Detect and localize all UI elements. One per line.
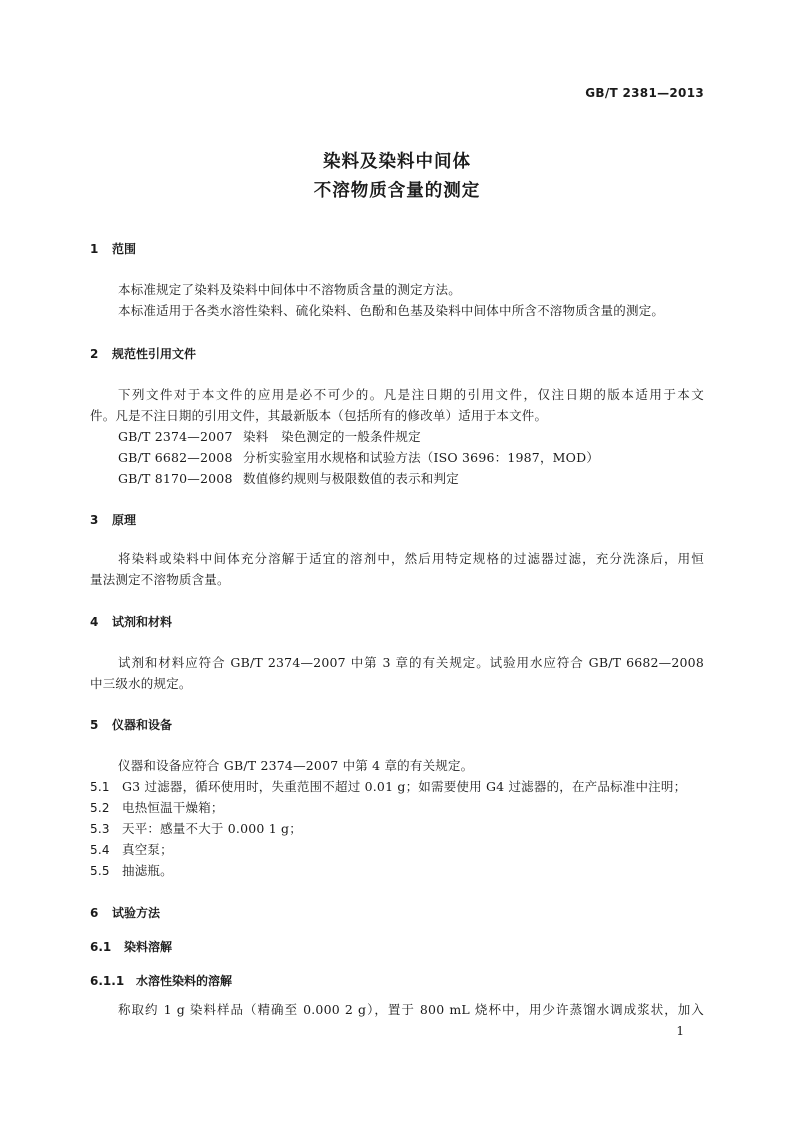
paragraph-line: 量法测定不溶物质含量。 <box>90 572 230 587</box>
reference-code: GB/T 8170—2008 <box>118 471 233 486</box>
section-title: 仪器和设备 <box>112 718 173 732</box>
section-3-heading <box>90 511 136 528</box>
section-number: 6 <box>90 906 99 920</box>
list-item <box>90 798 224 816</box>
standard-number: GB/T 2381—2013 <box>585 86 704 100</box>
section-2-heading <box>90 345 196 362</box>
list-item <box>90 819 302 837</box>
list-item <box>90 840 173 858</box>
list-item <box>90 861 173 879</box>
section-number: 4 <box>90 615 99 629</box>
document-title-line1: 染料及染料中间体 <box>323 152 471 172</box>
section-number: 5 <box>90 718 99 732</box>
item-number: 5.1 <box>90 780 110 794</box>
section-title: 原理 <box>112 513 137 527</box>
paragraph-line: 将染料或染料中间体充分溶解于适宜的溶剂中，然后用特定规格的过滤器过滤，充分洗涤后，用恒 <box>118 551 704 566</box>
item-text: 真空泵； <box>122 842 173 857</box>
paragraph-line: 件。凡是不注日期的引用文件，其最新版本（包括所有的修改单）适用于本文件。 <box>90 408 548 423</box>
item-text: 抽滤瓶。 <box>122 863 173 878</box>
document-title-line2: 不溶物质含量的测定 <box>313 181 481 201</box>
paragraph-line: 称取约 1 g 染料样品（精确至 0.000 2 g），置于 800 mL 烧杯中，用少许蒸馏水调成浆状，加入 <box>118 1002 704 1017</box>
paragraph: 仪器和设备应符合 GB/T 2374—2007 中第 4 章的有关规定。 <box>118 758 474 773</box>
reference-title: 染料 染色测定的一般条件规定 <box>243 429 421 444</box>
subsection-title: 染料溶解 <box>124 940 173 954</box>
section-number: 3 <box>90 513 99 527</box>
section-5-heading <box>90 716 172 733</box>
paragraph-line: 试剂和材料应符合 GB/T 2374—2007 中第 3 章的有关规定。试验用水应符合 GB/T 6682—2008 <box>118 655 704 670</box>
section-title: 规范性引用文件 <box>112 347 197 361</box>
section-4-heading <box>90 613 172 630</box>
subsubsection-number: 6.1.1 <box>90 974 125 988</box>
paragraph: 本标准适用于各类水溶性染料、硫化染料、色酚和色基及染料中间体中所含不溶物质含量的测定。 <box>118 303 665 318</box>
subsection-heading <box>90 938 172 955</box>
section-title: 试剂和材料 <box>112 615 173 629</box>
section-number: 1 <box>90 242 99 256</box>
item-number: 5.4 <box>90 843 110 857</box>
subsection-number: 6.1 <box>90 940 112 954</box>
item-number: 5.5 <box>90 864 110 878</box>
reference-item <box>118 427 421 445</box>
subsubsection-title: 水溶性染料的溶解 <box>136 974 233 988</box>
section-1-heading <box>90 240 136 257</box>
item-text: 电热恒温干燥箱； <box>122 800 224 815</box>
section-title: 试验方法 <box>112 906 161 920</box>
reference-code: GB/T 2374—2007 <box>118 429 233 444</box>
list-item <box>90 777 686 795</box>
paragraph-line: 下列文件对于本文件的应用是必不可少的。凡是注日期的引用文件，仅注日期的版本适用于本文 <box>118 387 704 402</box>
reference-code: GB/T 6682—2008 <box>118 450 233 465</box>
section-number: 2 <box>90 347 99 361</box>
paragraph-line: 中三级水的规定。 <box>90 676 192 691</box>
reference-title: 分析实验室用水规格和试验方法（ISO 3696：1987，MOD） <box>243 450 600 465</box>
item-number: 5.2 <box>90 801 110 815</box>
section-title: 范围 <box>112 242 137 256</box>
reference-title: 数值修约规则与极限数值的表示和判定 <box>243 471 459 486</box>
paragraph: 本标准规定了染料及染料中间体中不溶物质含量的测定方法。 <box>118 282 461 297</box>
section-6-heading <box>90 904 160 921</box>
item-number: 5.3 <box>90 822 110 836</box>
item-text: G3 过滤器，循环使用时，失重范围不超过 0.01 g；如需要使用 G4 过滤器的，在产品标准中注明； <box>122 779 687 794</box>
reference-item <box>118 448 599 466</box>
reference-item <box>118 469 459 487</box>
page-number: 1 <box>676 1024 684 1038</box>
item-text: 天平：感量不大于 0.000 1 g； <box>122 821 302 836</box>
subsubsection-heading <box>90 972 232 989</box>
